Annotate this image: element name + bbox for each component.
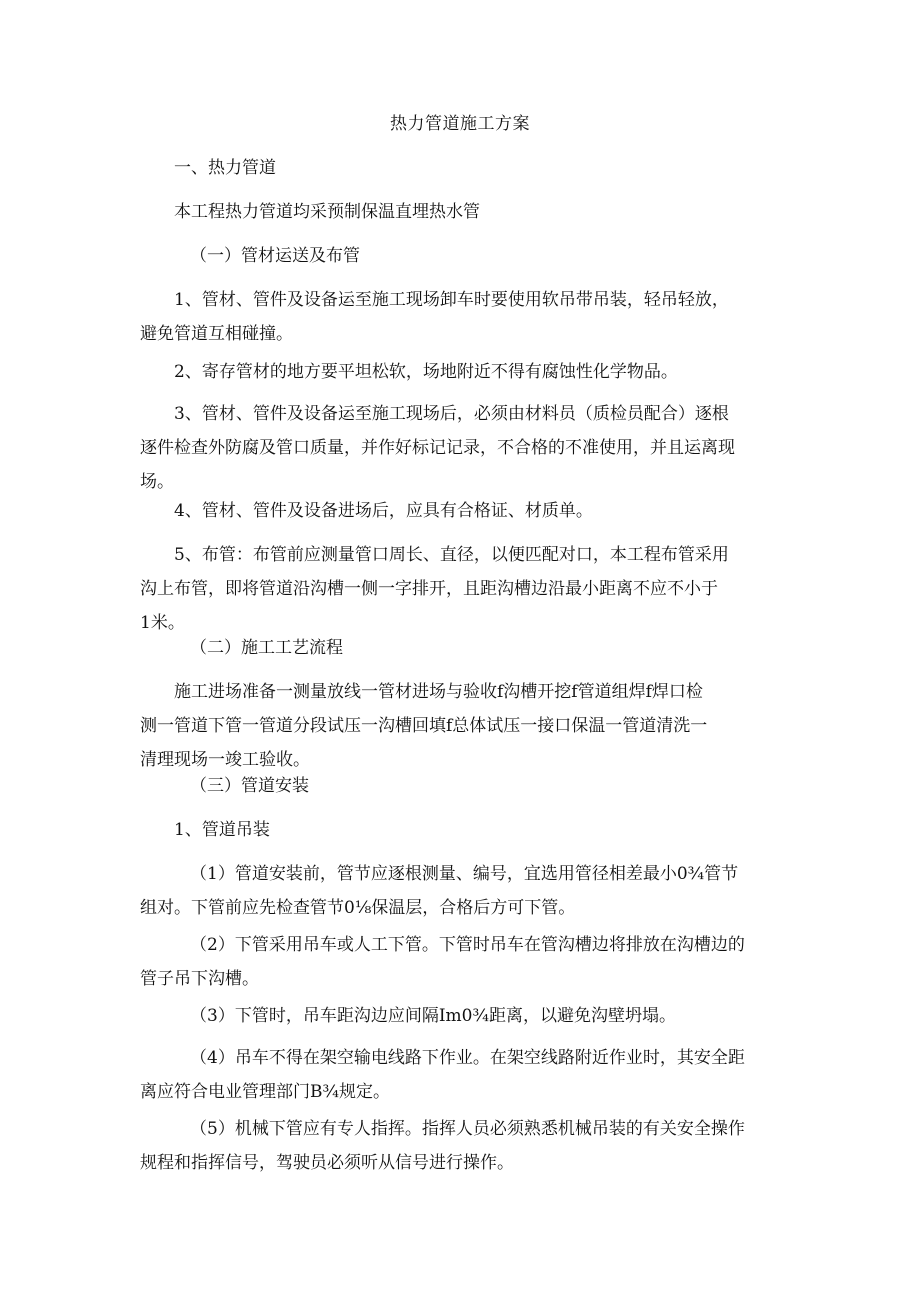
paragraph-line: 3、管材、管件及设备运至施工现场后，必须由材料员（质检员配合）逐根 xyxy=(174,404,729,424)
paragraph-line: 避免管道互相碰撞。 xyxy=(140,324,293,344)
paragraph-line: 离应符合电业管理部门B¾规定。 xyxy=(140,1082,390,1102)
paragraph-line: 5、布管：布管前应测量管口周长、直径，以便匹配对口，本工程布管采用 xyxy=(174,545,729,565)
intro-text: 本工程热力管道均采预制保温直埋热水管 xyxy=(174,202,480,222)
paragraph-line: 规程和指挥信号，驾驶员必须听从信号进行操作。 xyxy=(140,1153,514,1173)
paragraph-line: 逐件检查外防腐及管口质量，并作好标记记录，不合格的不准使用，并且运离现 xyxy=(140,438,735,458)
paragraph-line: 沟上布管，即将管道沿沟槽一侧一字排开，且距沟槽边沿最小距离不应不小于 xyxy=(140,579,718,599)
paragraph-2 xyxy=(140,355,800,389)
paragraph-line: （1）管道安装前，管节应逐根测量、编号，宜选用管径相差最小0¾管节 xyxy=(190,864,739,884)
paragraph-line: 施工进场准备一测量放线一管材进场与验收f沟槽开挖f管道组焊f焊口检 xyxy=(174,682,703,702)
paragraph-line: 清理现场一竣工验收。 xyxy=(140,750,310,770)
subheading-3-1: 1、管道吊装 xyxy=(174,820,270,840)
paragraph-11 xyxy=(140,1112,800,1180)
paragraph-line: 4、管材、管件及设备进场后，应具有合格证、材质单。 xyxy=(174,501,593,521)
paragraph-1 xyxy=(140,283,800,351)
paragraph-line: 1米。 xyxy=(140,613,185,633)
paragraph-line: （3）下管时，吊车距沟边应间隔Im0¾距离，以避免沟壁坍塌。 xyxy=(190,1006,676,1026)
paragraph-8 xyxy=(140,928,800,996)
paragraph-10 xyxy=(140,1041,800,1109)
paragraph-6 xyxy=(140,675,800,777)
paragraph-5 xyxy=(140,538,800,640)
paragraph-9 xyxy=(140,999,800,1033)
paragraph-7 xyxy=(140,857,800,925)
subheading-2: （二）施工工艺流程 xyxy=(190,638,343,658)
paragraph-line: 场。 xyxy=(140,472,174,492)
paragraph-line: 管子吊下沟槽。 xyxy=(140,969,259,989)
paragraph-line: （5）机械下管应有专人指挥。指挥人员必须熟悉机械吊装的有关安全操作 xyxy=(190,1119,745,1139)
paragraph-line: 测一管道下管一管道分段试压一沟槽回填f总体试压一接口保温一管道清洗一 xyxy=(140,716,708,736)
paragraph-line: 2、寄存管材的地方要平坦松软，场地附近不得有腐蚀性化学物品。 xyxy=(174,362,678,382)
document-title: 热力管道施工方案 xyxy=(390,114,530,134)
section-heading-1: 一、热力管道 xyxy=(174,158,276,178)
paragraph-4 xyxy=(140,494,800,528)
subheading-3: （三）管道安装 xyxy=(190,776,309,796)
paragraph-line: （4）吊车不得在架空输电线路下作业。在架空线路附近作业时，其安全距 xyxy=(190,1048,745,1068)
paragraph-3 xyxy=(140,397,800,499)
subheading-1: （一）管材运送及布管 xyxy=(190,246,360,266)
paragraph-line: 1、管材、管件及设备运至施工现场卸车时要使用软吊带吊装，轻吊轻放， xyxy=(174,290,729,310)
paragraph-line: 组对。下管前应先检查管节0⅛保温层，合格后方可下管。 xyxy=(140,898,576,918)
paragraph-line: （2）下管采用吊车或人工下管。下管时吊车在管沟槽边将排放在沟槽边的 xyxy=(190,935,745,955)
